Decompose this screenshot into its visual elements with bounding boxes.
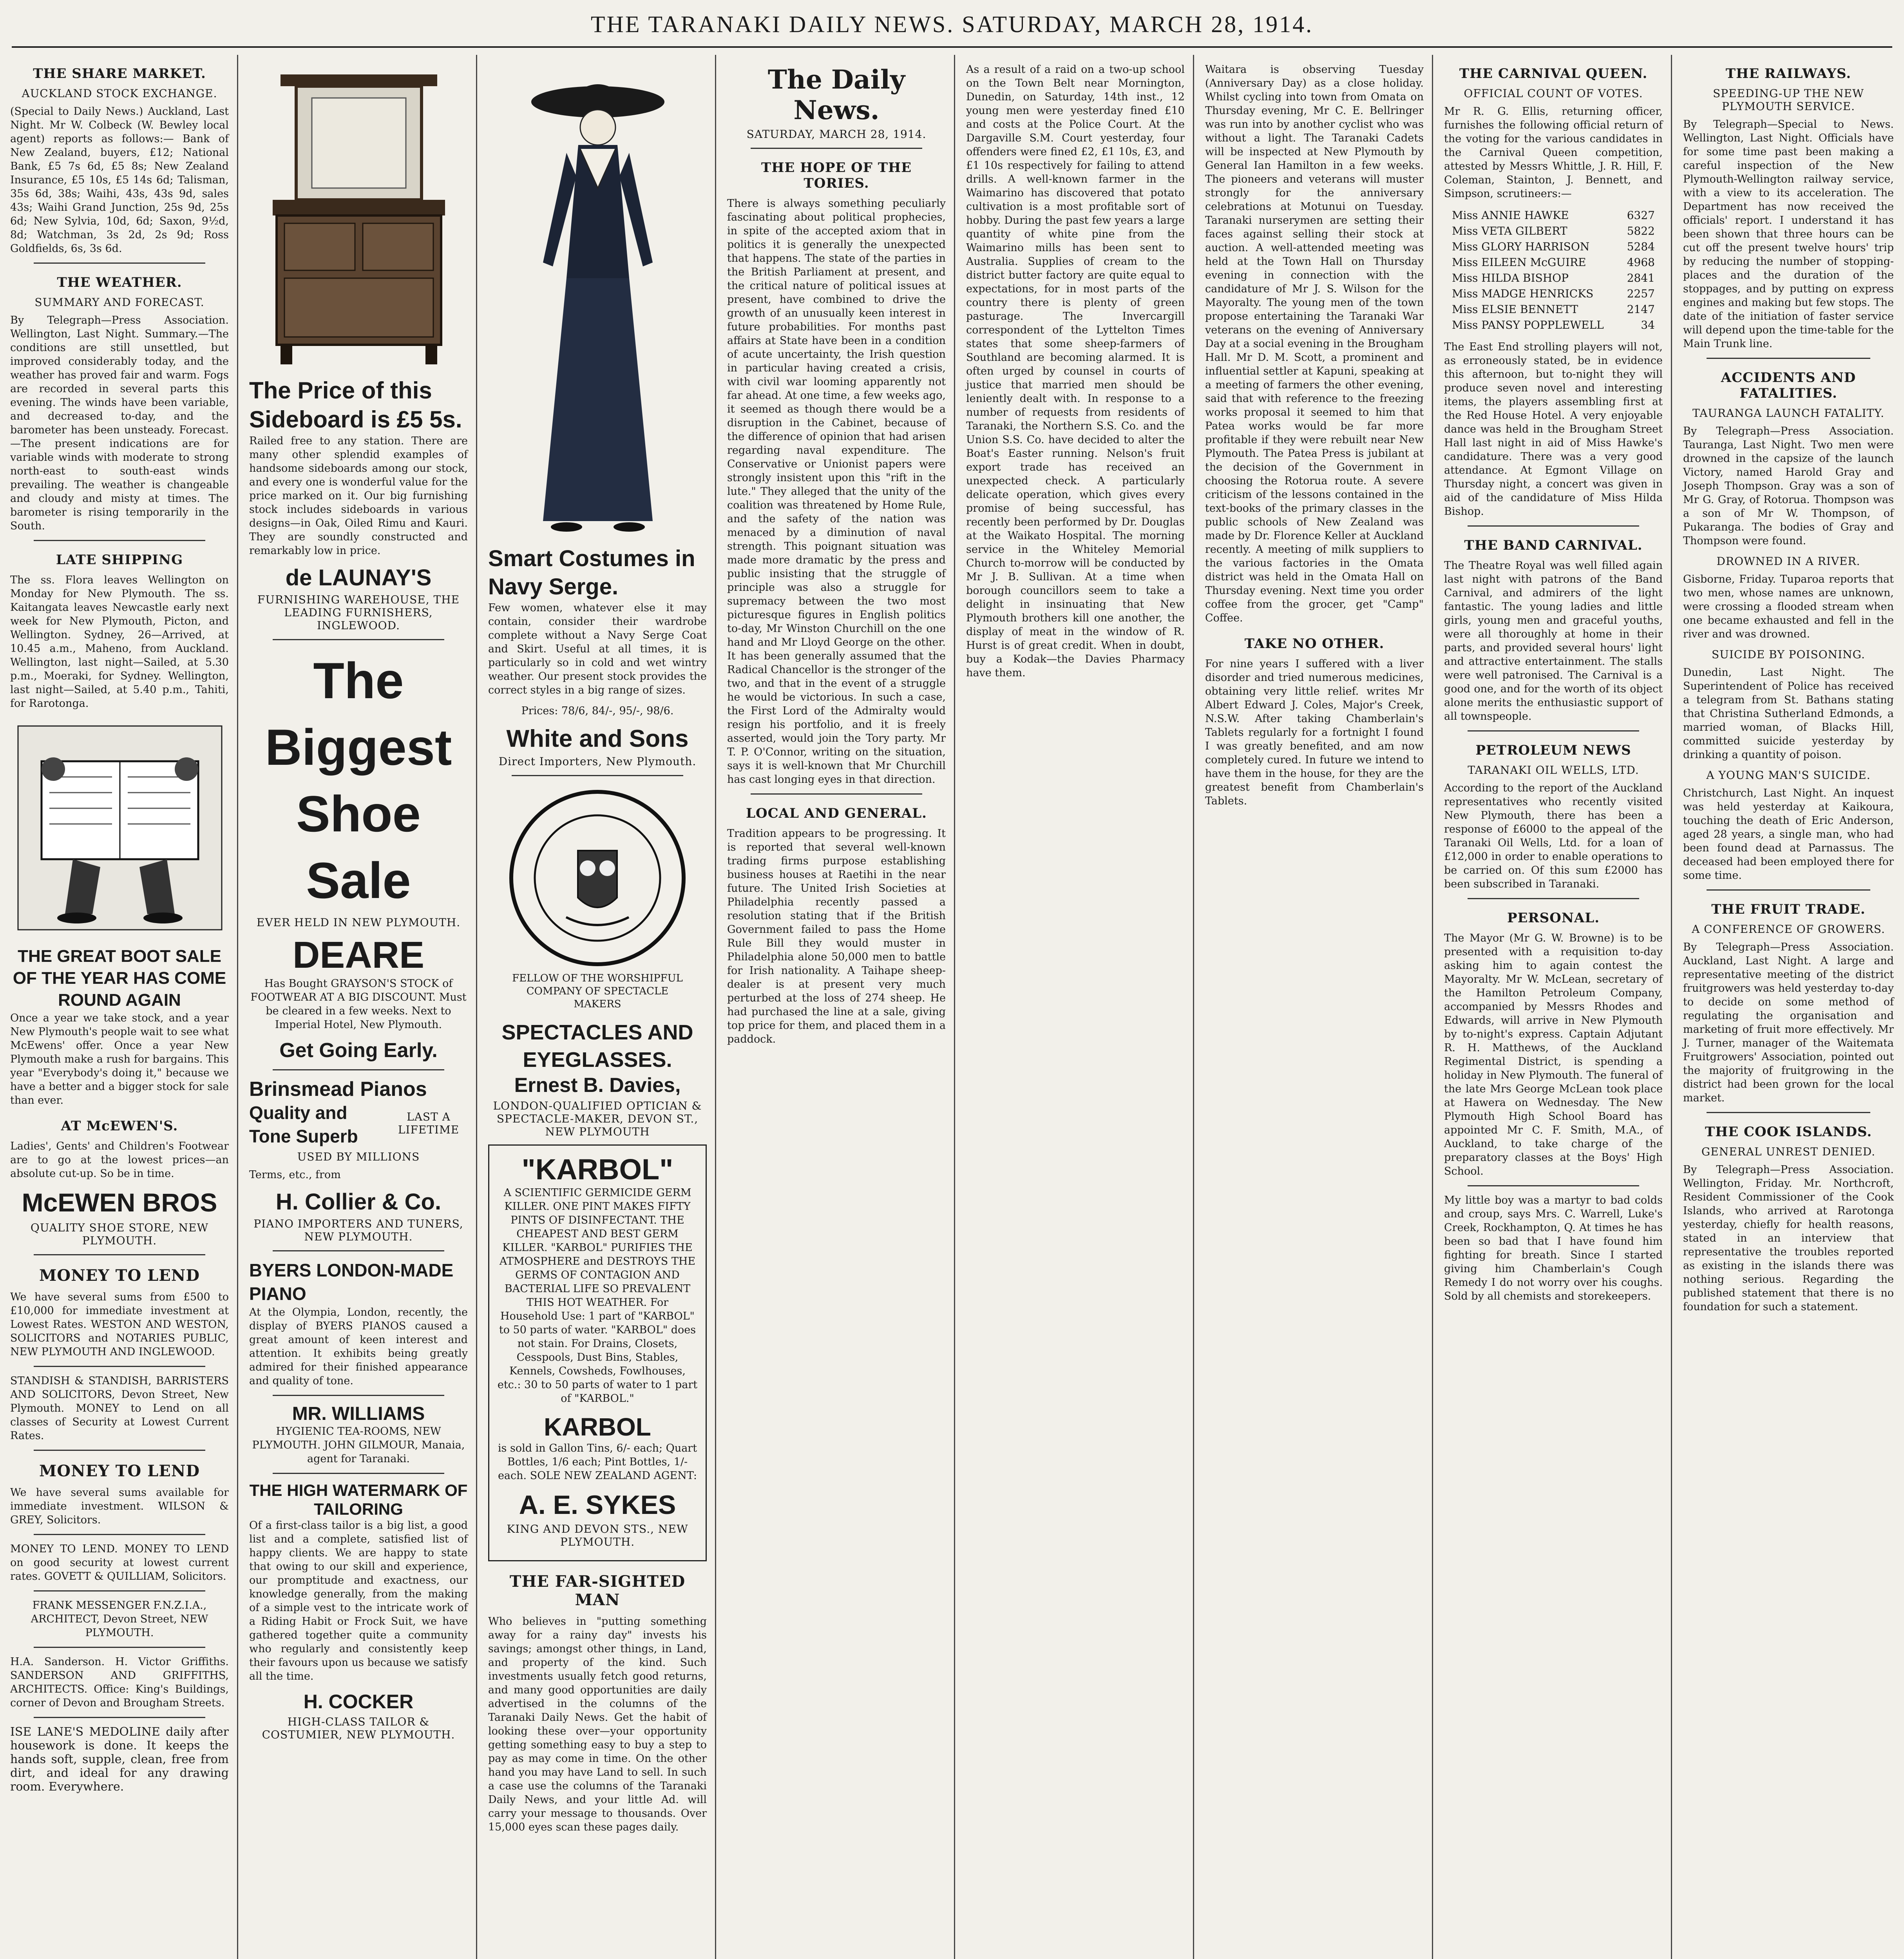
column-7: [1438, 55, 1669, 1959]
costumes-heading: Smart Costumes in Navy Serge.: [488, 546, 695, 599]
far-sighted-body: Who believes in "putting something away for a rainy day" invests his savings; amongst other things, in Land, and property of the kind. Such investments usually fetch good returns, and many good opportunities are daily advertised in the columns of the Taranaki Daily News. Get the habit of looking these over—your opportunity getting something easy to buy a step to pay as may come in time. On the other hand you may have Land to sell. In such a case use the columns of the Taranaki Daily News, and your little Ad. will carry your message to thousands. Over 15,000 eyes scan these pages daily.: [488, 1615, 707, 1833]
deare-brand: DEARE: [292, 934, 425, 976]
divider: [1707, 1112, 1870, 1113]
candidate-name: Miss GLORY HARRISON: [1452, 240, 1590, 253]
cook-islands-body: By Telegraph—Press Association. Wellington, Friday. Mr. Northcroft, Resident Commissioner of the Cook Islands, who arrived at Rarotonga yesterday, chiefly for health reasons, stated in an interview that representative the troubles reported as existing in the islands there was nothing serious. Regarding the published statement that there is no foundation for such a statement.: [1683, 1164, 1894, 1313]
biggest-shoe-sale-subheading: EVER HELD IN NEW PLYMOUTH.: [256, 916, 461, 929]
vote-row: [1444, 208, 1663, 223]
news-paragraphs: As a result of a raid on a two-up school on the Town Belt near Mornington, Dunedin, on Saturday, 14th inst., 12 young men were yesterday fined £10 and costs at the Police Court. At the Dargaville S.M. Court yesterday, four offenders were fined £2, £1 10s, £3, and £1 10s respectively for failing to attend drills. A well-known farmer in the Waimarino has discovered that potato cultivation is a most profitable sort of hobby. During the past few years a large quantity of white pine from the Waimarino mills has been sent to Australia. Supplies of cream to the district butter factory are quite equal to expectations, for in most parts of the country there is plenty of green pasturage. The Invercargill correspondent of the Lyttelton Times states that some sheep-farmers of Southland are becoming alarmed. It is often urged by counsel in courts of justice that married men should be leniently dealt with. In response to a number of requests from residents of Taranaki, the Northern S.S. Co. and the Union S.S. Co. have decided to alter the Boat's Easter running. Nelson's fruit export trade has received an unexpected check. A particularly delicate operation, which gives every promise of being successful, has recently been performed by Dr. Douglas at the Waikato Hospital. The morning service in the Whiteley Memorial Church to-morrow will be conducted by Mr J. B. Sullivan. At a time when borough councillors seem to take a delight in insinuating that New Plymouth brothers kill one another, the display of meat in the window of R. Hurst is of great credit. When in doubt, buy a Kodak—the Davies Pharmacy have them.: [966, 63, 1185, 679]
vote-count: 2257: [1627, 287, 1655, 300]
davies-brand: Ernest B. Davies,: [514, 1074, 681, 1097]
column-1: [4, 55, 235, 1959]
sykes-brand: A. E. SYKES: [519, 1490, 676, 1520]
take-no-other-heading: TAKE NO OTHER.: [1244, 636, 1385, 652]
brinsmead-lifetime: LAST A LIFETIME: [398, 1110, 460, 1136]
collier-brand: H. Collier & Co.: [275, 1189, 442, 1215]
news-paragraphs: Waitara is observing Tuesday (Anniversary Day) as a close holiday. Whilst cycling into town from Omata on Thursday evening, Mr C. E. Bellringer was run into by another cyclist who was without a light. The Taranaki Cadets will be inspected at New Plymouth by General Ian Hamilton in a few weeks. The pioneers and veterans will muster strongly for the anniversary celebrations at Motunui on Tuesday. Taranaki nurserymen are setting their faces against selling their stock at auction. A well-attended meeting was held at the Town Hall on Thursday evening in connection with the candidature of Mr J. S. Wilson for the Mayoralty. The young men of the town propose entertaining the Taranaki War veterans on the evening of Anniversary Day at a social evening in the Brougham Hall. Mr D. M. Scott, a prominent and influential settler at Kapuni, speaking at a meeting of farmers the other evening, said that with reference to the freezing works proposal it seemed to him that Patea works would be far more profitable if they were rebuilt near New Plymouth. The Patea Press is jubilant at the decision of the Government in choosing the Rotorua route. A severe criticism of the lessons contained in the text-books of the primary classes in the public schools of New Zealand was made by Dr. Florence Keller at Auckland recently. A meeting of milk suppliers to the various factories in the Omata district was held in the Omata Hall on Thursday evening. Next time you order coffee from the grocer, get "Camp" Coffee.: [1205, 63, 1424, 624]
column-rule: [954, 55, 955, 1959]
brinsmead-terms: Terms, etc., from: [249, 1169, 341, 1181]
railways-heading: THE RAILWAYS.: [1725, 66, 1852, 81]
petroleum-subheading: TARANAKI OIL WELLS, LTD.: [1468, 764, 1639, 777]
karbol-ad: [488, 1144, 707, 1561]
vote-row: [1444, 239, 1663, 255]
vote-row: [1444, 255, 1663, 270]
issue-date: SATURDAY, MARCH 28, 1914.: [746, 128, 927, 141]
column-rule: [1671, 55, 1672, 1959]
sykes-tagline: KING AND DEVON STS., NEW PLYMOUTH.: [507, 1523, 688, 1548]
paper-title: The Daily News.: [767, 64, 905, 125]
poisoning-body: Dunedin, Last Night. The Superintendent of Police has received a telegram from St. Bathans stating that Christina Sutherland Edmonds, a married woman, of Blacks Hill, committed suicide yesterday by drinking a quantity of poison.: [1683, 666, 1894, 761]
carnival-queen-body: Mr R. G. Ellis, returning officer, furnishes the following official return of the voting for the various candidates in the Carnival Queen competition, attested by Messrs Whittle, J. R. Hill, F. Coleman, Stainton, J. Bennett, and Simpson, scrutineers:—: [1444, 105, 1663, 200]
collier-tagline: PIANO IMPORTERS AND TUNERS, NEW PLYMOUTH.: [253, 1217, 463, 1243]
deare-body: Has Bought GRAYSON'S STOCK of FOOTWEAR AT A BIG DISCOUNT. Must be cleared in a few weeks. Next to Imperial Hotel, New Plymouth.: [250, 978, 467, 1031]
petroleum-body: According to the report of the Auckland representatives who recently visited New Plymouth, there has been a response of £6000 to the appeal of the Taranaki Oil Wells, Ltd. for a loan of £12,000 in order to enable operations to be carried on. Of this sum £2000 has been subscribed in Taranaki.: [1444, 782, 1663, 890]
vote-row: [1444, 302, 1663, 317]
column-4: [721, 55, 952, 1959]
divider: [273, 639, 444, 640]
newspaper-reader-illustration: [10, 718, 229, 938]
architects-ad: H.A. Sanderson. H. Victor Griffiths. SANDERSON AND GRIFFITHS, ARCHITECTS. Office: King's Buildings, corner of Devon and Brougham Streets.: [10, 1656, 229, 1709]
divider: [34, 540, 205, 541]
petroleum-heading: PETROLEUM NEWS: [1475, 742, 1631, 758]
leader-body: There is always something peculiarly fascinating about political prophecies, in spite of the accepted axiom that in politics it is generally the unexpected that happens. The state of the parties in the British Parliament at present, and the critical nature of political issues at present, have combined to drive the growth of an unusually keen interest in future probabilities. For months past affairs at State have been in a condition of acute uncertainty, the Irish question in particular having created a crisis, with civil war looming apparently not far ahead. At one time, a few weeks ago, it seemed as though there would be a disruption in the Cabinet, because of the difference of opinion that had arisen regarding naval expenditure. The Conservative or Unionist papers were strongly insistent upon this "rift in the lute." They alleged that the unity of the coalition was threatened by Home Rule, and the safety of the nation was menaced by a diminution of naval strength. This poignant situation was made more dramatic by the press and public insisting that the struggle of principle was also a struggle for supremacy between the two most picturesque figures in English politics to-day, Mr Winston Churchill on the one hand and Mr Lloyd George on the other. It has been generally assumed that the Radical Chancellor is the stronger of the two, and that in the event of a struggle he would be victorious. In such a case, the First Lord of the Admiralty would resign his portfolio, and it is freely asserted, would join the Tory party. Mr T. P. O'Connor, writing on the situation, says it is well-known that Mr Churchill has cast longing eyes in that direction.: [727, 197, 946, 786]
divider: [751, 793, 922, 795]
delaunay-tagline: FURNISHING WAREHOUSE, THE LEADING FURNISHERS, INGLEWOOD.: [257, 593, 460, 632]
brinsmead-used: USED BY MILLIONS: [297, 1150, 420, 1163]
weather-body: By Telegraph—Press Association. Wellington, Last Night. Summary.—The conditions are still unsettled, but improved considerably today, and the weather has proved fair and warm. Fogs are recorded in several parts this evening. The winds have been variable, and decreased to-day, and the barometer has been unsteady. Forecast.—The present indications are for variable winds with moderate to strong north-east to south-east winds prevailing. The weather is changeable and cloudy and misty at times. The barometer is rising temporarily in the South.: [10, 314, 229, 532]
architect-ad: FRANK MESSENGER F.N.Z.I.A., ARCHITECT, Devon Street, NEW PLYMOUTH.: [31, 1599, 208, 1639]
divider: [273, 1069, 444, 1070]
accidents-heading: ACCIDENTS AND FATALITIES.: [1721, 370, 1856, 401]
davies-tagline: LONDON-QUALIFIED OPTICIAN & SPECTACLE-MAKER, DEVON ST., NEW PLYMOUTH: [493, 1099, 702, 1138]
share-market-body: (Special to Daily News.) Auckland, Last Night. Mr W. Colbeck (W. Bewley local agent) reports as follows:— Bank of New Zealand, buyers, £12; National Bank, £5 7s 6d, £5 8s; New Zealand Insurance, £5 10s, £5 14s 6d; Talisman, 35s 6d, 38s; Waihi, 43s, 43s 9d, sales 43s; Waihi Grand Junction, 25s 9d, 25s 6d; New Sylvia, 10d, 6d; Saxon, 9½d, 8d; Watchman, 3s 2d, 2s 9d; Ross Goldfields, 6s, 3s 6d.: [10, 105, 229, 255]
vote-count: 5284: [1627, 240, 1655, 253]
weather-heading: THE WEATHER.: [57, 275, 182, 290]
boot-sale-body: Once a year we take stock, and a year New Plymouth's people wait to see what McEwens' offer. Once a year New Plymouth make a rush for bargains. This year "Everybody's doing it," because we have a better and a bigger stock for sale than ever.: [10, 1012, 229, 1106]
delaunay-brand: de LAUNAY'S: [285, 565, 432, 590]
column-2: [243, 55, 474, 1959]
badge-inscription: FELLOW OF THE WORSHIPFUL COMPANY OF SPECTACLE MAKERS: [512, 972, 683, 1010]
share-market-subheading: AUCKLAND STOCK EXCHANGE.: [22, 87, 217, 100]
column-rule: [1432, 55, 1433, 1959]
divider: [34, 1647, 205, 1648]
masthead-title: THE TARANAKI DAILY NEWS. SATURDAY, MARCH 28, 1914.: [590, 11, 1314, 37]
mcewen-bros-brand: McEWEN BROS: [22, 1188, 217, 1217]
vote-count: 2147: [1627, 303, 1655, 316]
brinsmead-quality: Quality and Tone Superb: [249, 1103, 358, 1146]
costumes-body: Few women, whatever else it may contain, consider their wardrobe complete without a Navy Serge Coat and Skirt. Useful at all times, it is particularly so in cold and wet wintry weather. Our present stock provides the correct styles in a big range of sizes.: [488, 602, 707, 696]
carnival-queen-subheading: OFFICIAL COUNT OF VOTES.: [1464, 87, 1643, 100]
karbol-body: A SCIENTIFIC GERMICIDE GERM KILLER. ONE PINT MAKES FIFTY PINTS OF DISINFECTANT. THE CHEAPEST AND BEST GERM KILLER. "KARBOL" PURIFIES THE ATMOSPHERE and DESTROYS THE GERMS OF CONTAGION AND BACTERIAL LIFE SO PREVALENT THIS HOT WEATHER. For Household Use: 1 part of "KARBOL" to 50 parts of water. "KARBOL" does not stain. For Drains, Closets, Cesspools, Dust Bins, Stables, Kennels, Cowsheds, Fowlhouses, etc.: 30 to 50 parts of water to 1 part of "KARBOL.": [497, 1187, 698, 1405]
costumes-prices: Prices: 78/6, 84/-, 95/-, 98/6.: [521, 705, 674, 717]
vote-count: 6327: [1627, 209, 1655, 222]
sideboard-illustration: [249, 59, 469, 372]
local-general-heading: LOCAL AND GENERAL.: [746, 806, 927, 821]
boot-sale-heading: THE GREAT BOOT SALE OF THE YEAR HAS COME ROUND AGAIN: [13, 947, 226, 1010]
cough-remedy-ad: My little boy was a martyr to bad colds and croup, says Mrs. C. Warrell, Luke's Creek, Rockhampton, Q. At times he has been so bad that I have found him fighting for breath. Since I started giving him Chamberlain's Cough Remedy I do not worry over his coughs. Sold by all chemists and storekeepers.: [1444, 1194, 1663, 1302]
band-carnival-body: The Theatre Royal was well filled again last night with patrons of the Band Carnival, and admirers of the light fantastic. The young ladies and little girls, young men and graceful youths, were all thoroughly at home in their parts, and provided several hours' light and attractive entertainment. The stalls were well patronised. The Carnival is a good one, and for the worth of its object alone merits the enthusiastic support of all townspeople.: [1444, 559, 1663, 722]
divider: [34, 1254, 205, 1255]
divider: [1468, 898, 1639, 899]
column-rule: [715, 55, 716, 1959]
high-watermark-heading: THE HIGH WATERMARK OF TAILORING: [249, 1481, 468, 1518]
vote-count: 4968: [1627, 256, 1655, 269]
williams-heading: MR. WILLIAMS: [292, 1403, 425, 1424]
vote-row: [1444, 317, 1663, 333]
railways-subheading: SPEEDING-UP THE NEW PLYMOUTH SERVICE.: [1713, 87, 1864, 113]
take-no-other-body: For nine years I suffered with a liver disorder and tried numerous medicines, obtaining very little relief. writes Mr Albert Edward J. Coles, Major's Creek, N.S.W. After taking Chamberlain's Tablets regularly for a fortnight I found I was greatly benefited, and am now completely cured. In future we intend to have them in the house, for they are the greatest benefit from Chamberlain's Tablets.: [1205, 658, 1424, 807]
vote-count-table: [1444, 208, 1663, 333]
band-carnival-heading: THE BAND CARNIVAL.: [1464, 538, 1643, 553]
sideboard-price-heading: The Price of this Sideboard is £5 5s.: [249, 377, 462, 433]
sideboard-body: Railed free to any station. There are many other splendid examples of handsome sideboards among our stock, and every one is wonderful value for the price marked on it. Our big furnishing stock includes sideboards in various designs—in Oak, Oiled Rimu and Kauri. They are soundly constructed and remarkably low in price.: [249, 435, 468, 557]
divider: [34, 1717, 205, 1718]
column-rule: [237, 55, 238, 1959]
vote-count: 34: [1641, 319, 1655, 331]
cocker-tagline: HIGH-CLASS TAILOR & COSTUMIER, NEW PLYMOUTH.: [262, 1715, 455, 1741]
divider: [1468, 1185, 1639, 1186]
cocker-brand: H. COCKER: [303, 1691, 414, 1713]
money-to-lend-3: MONEY TO LEND. MONEY TO LEND on good security at lowest current rates. GOVETT & QUILLIAM, Solicitors.: [10, 1543, 229, 1582]
candidate-name: Miss EILEEN McGUIRE: [1452, 256, 1586, 269]
money-to-lend-body-2: We have several sums available for immediate investment. WILSON & GREY, Solicitors.: [10, 1486, 229, 1526]
column-rule: [476, 55, 477, 1959]
divider: [1707, 889, 1870, 891]
column-6: [1199, 55, 1430, 1959]
cook-islands-heading: THE COOK ISLANDS.: [1705, 1124, 1872, 1140]
fruit-trade-body: By Telegraph—Press Association. Auckland, Last Night. A large and representative meeting of the district fruitgrowers was held yesterday to-day to decide on some method of regulating the organisation and marketing of fruit more effectively. Mr J. Turner, manager of the Waitemata Fruitgrowers' Association, pointed out the majority of fruitgrowing in the district had been grown for the local market.: [1683, 941, 1894, 1104]
white-sons-brand: White and Sons: [506, 725, 689, 752]
lady-costume-illustration: [488, 59, 708, 541]
money-to-lend-body: We have several sums from £500 to £10,000 for immediate investment at Lowest Rates. WESTON AND WESTON, SOLICITORS and NOTARIES PUBLIC, NEW PLYMOUTH AND INGLEWOOD.: [10, 1291, 229, 1358]
candidate-name: Miss HILDA BISHOP: [1452, 272, 1569, 284]
vote-row: [1444, 286, 1663, 302]
cook-islands-subheading: GENERAL UNREST DENIED.: [1701, 1145, 1876, 1158]
mcewen-bros-tagline: QUALITY SHOE STORE, NEW PLYMOUTH.: [30, 1221, 209, 1247]
spectacle-makers-badge: [503, 784, 691, 1011]
biggest-shoe-sale-heading: The Biggest Shoe Sale: [265, 652, 452, 909]
masthead: [0, 0, 1904, 51]
leader-heading: THE HOPE OF THE TORIES.: [761, 160, 912, 191]
divider: [1468, 730, 1639, 731]
fruit-trade-heading: THE FRUIT TRADE.: [1711, 902, 1866, 917]
vote-count: 2841: [1627, 272, 1655, 284]
money-to-lend-heading: MONEY TO LEND: [39, 1266, 200, 1285]
personal-body: The Mayor (Mr G. W. Browne) is to be presented with a requisition to-day asking him to again contest the Mayoralty. Mr W. McLean, secretary of the Hamilton Petroleum Company, accompanied by Messrs Rhodes and Edwards, will arrive in New Plymouth by to-night's express. Captain Adjutant R. H. Matthews, of the Auckland Regimental District, is spending a holiday in New Plymouth. The funeral of the late Mrs George McLean took place at Hawera on Wednesday. The New Plymouth High School Board has appointed Mr C. F. Smith, M.A., of Auckland, to take charge of the preparatory classes at the Boys' High School.: [1444, 932, 1663, 1177]
spectacles-heading: SPECTACLES AND EYEGLASSES.: [501, 1021, 693, 1072]
far-sighted-heading: THE FAR-SIGHTED MAN: [509, 1572, 686, 1609]
white-sons-tagline: Direct Importers, New Plymouth.: [498, 755, 697, 768]
railways-body: By Telegraph—Special to News. Wellington, Last Night. Officials have for some time past been making a careful inspection of the New Plymouth-Wellington railway service, with a view to its acceleration. The Department has now received the officials' report. I understand it has been shown that three hours can be cut off the present twelve hours' trip by reducing the number of stopping-places and the duration of the stoppages, and by putting on express engines and making but few stops. The date of the initiation of faster service will depend upon the time-table for the Main Trunk line.: [1683, 118, 1894, 350]
candidate-name: Miss VETA GILBERT: [1452, 225, 1567, 237]
fruit-trade-subheading: A CONFERENCE OF GROWERS.: [1692, 923, 1885, 936]
shipping-heading: LATE SHIPPING: [56, 552, 183, 568]
shipping-body: The ss. Flora leaves Wellington on Monday for New Plymouth. The ss. Kaitangata leaves Newcastle early next week for New Plymouth, Picton, and Wellington. Sydney, 26—Arrived, at 10.45 a.m., Maheno, from Auckland. Wellington, last night—Sailed, at 5.30 p.m., Moeraki, for Sydney. Wellington, last night—Sailed, at 5.40 p.m., Tahiti, for Rarotonga.: [10, 574, 229, 710]
carnival-queen-notes: The East End strolling players will not, as erroneously stated, be in evidence this afternoon, but to-night they will produce seven novel and interesting items, the players assembling first at the Red House Hotel. A very enjoyable dance was held in the Brougham Street Hall last night in aid of Miss Hawke's candidature. There was a very good attendance. At Egmont Village on Thursday night, a concert was given in aid of the candidature of Miss Hilda Bishop.: [1444, 341, 1663, 518]
divider: [273, 1250, 444, 1251]
divider: [1468, 525, 1639, 527]
divider: [34, 263, 205, 264]
tauranga-subheading: TAURANGA LAUNCH FATALITY.: [1692, 407, 1885, 420]
standish-ad: STANDISH & STANDISH, BARRISTERS AND SOLICITORS, Devon Street, New Plymouth. MONEY to Lend on all classes of Security at Lowest Current Rates.: [10, 1375, 229, 1442]
divider: [34, 1450, 205, 1451]
divider: [1707, 358, 1870, 359]
vote-count: 5822: [1627, 225, 1655, 237]
column-8: [1677, 55, 1900, 1959]
local-general-body: Tradition appears to be progressing. It is reported that several well-known trading firms purpose establishing business houses at Raetihi in the near future. The United Irish Societies at Philadelphia recently passed a resolution stating that if the British Government failed to pass the Home Rule Bill they would muster in Philadelphia alone 50,000 men to battle for Irish nationality. A Taihape sheep-dealer is at present very much perturbed at the loss of 274 sheep. He had purchased the line at a sale, giving top price for them, and placed them in a paddock.: [727, 827, 946, 1045]
weather-subheading: SUMMARY AND FORECAST.: [34, 296, 205, 309]
share-market-heading: THE SHARE MARKET.: [33, 66, 206, 81]
young-man-body: Christchurch, Last Night. An inquest was held yesterday at Kaikoura, touching the death of Eric Anderson, aged 28 years, a single man, who had been found dead at Parnassus. The deceased had been employed there for some time.: [1683, 787, 1894, 882]
divider: [34, 1590, 205, 1591]
get-going-early: Get Going Early.: [279, 1039, 438, 1062]
karbol-sales-body: is sold in Gallon Tins, 6/- each; Quart Bottles, 1/6 each; Pint Bottles, 1/- each. SOLE NEW ZEALAND AGENT:: [498, 1442, 697, 1482]
column-3: [482, 55, 713, 1959]
brinsmead-heading: Brinsmead Pianos: [249, 1078, 427, 1101]
divider: [273, 1395, 444, 1396]
byers-heading: BYERS LONDON-MADE PIANO: [249, 1260, 454, 1304]
divider: [273, 1473, 444, 1474]
personal-heading: PERSONAL.: [1507, 910, 1600, 926]
vote-row: [1444, 270, 1663, 286]
divider: [34, 1366, 205, 1367]
vote-row: [1444, 223, 1663, 239]
mcewens-subheading: AT McEWEN'S.: [61, 1118, 178, 1134]
high-watermark-body: Of a first-class tailor is a big list, a good list and a complete, satisfied list of happy clients. We are happy to state that owing to our skill and experience, our promptitude and exactness, our knowledge generally, from the making of a simple vest to the intricate work of a Riding Habit or Frock Suit, we have gathered together quite a community who regularly and consistently keep their favours upon us because we satisfy all the time.: [249, 1519, 468, 1682]
divider: [512, 775, 683, 776]
drowned-body: Gisborne, Friday. Tuparoa reports that two men, whose names are unknown, were crossing a flooded stream when one became exhausted and fell in the river and was drowned.: [1683, 573, 1894, 640]
drowned-subheading: DROWNED IN A RIVER.: [1716, 555, 1861, 568]
poisoning-subheading: SUICIDE BY POISONING.: [1712, 648, 1865, 661]
candidate-name: Miss ANNIE HAWKE: [1452, 209, 1569, 222]
candidate-name: Miss MADGE HENRICKS: [1452, 287, 1594, 300]
medoline-ad: ISE LANE'S MEDOLINE daily after housework is done. It keeps the hands soft, supple, clean, free from dirt, and ideal for any drawing room. Everywhere.: [10, 1725, 229, 1794]
column-5: [960, 55, 1191, 1959]
byers-body: At the Olympia, London, recently, the display of BYERS PIANOS caused a great amount of keen interest and attention. It exhibits being greatly admired for their finished appearance and quality of tone.: [249, 1306, 468, 1387]
carnival-queen-heading: THE CARNIVAL QUEEN.: [1459, 66, 1648, 81]
williams-body: HYGIENIC TEA-ROOMS, NEW PLYMOUTH. JOHN GILMOUR, Manaia, agent for Taranaki.: [252, 1425, 465, 1465]
money-to-lend-heading-2: MONEY TO LEND: [39, 1462, 200, 1480]
candidate-name: Miss PANSY POPPLEWELL: [1452, 319, 1604, 331]
divider: [34, 1534, 205, 1535]
tauranga-body: By Telegraph—Press Association. Tauranga, Last Night. Two men were drowned in the capsize of the launch Victory, named Harold Gray and Joseph Thompson. Gray was a son of Mr G. Gray, of Rotorua. Thompson was a son of Mr W. Thompson, of Pukaranga. The bodies of Gray and Thompson were found.: [1683, 425, 1894, 547]
karbol-name: KARBOL: [544, 1413, 651, 1441]
divider: [751, 148, 922, 149]
young-man-subheading: A YOUNG MAN'S SUICIDE.: [1706, 769, 1871, 782]
column-rule: [1193, 55, 1194, 1959]
masthead-rule: [12, 46, 1892, 48]
karbol-heading: "KARBOL": [521, 1153, 673, 1186]
mcewens-body: Ladies', Gents' and Children's Footwear are to go at the lowest prices—an absolute cut-up. So be in time.: [10, 1140, 229, 1180]
candidate-name: Miss ELSIE BENNETT: [1452, 303, 1578, 316]
